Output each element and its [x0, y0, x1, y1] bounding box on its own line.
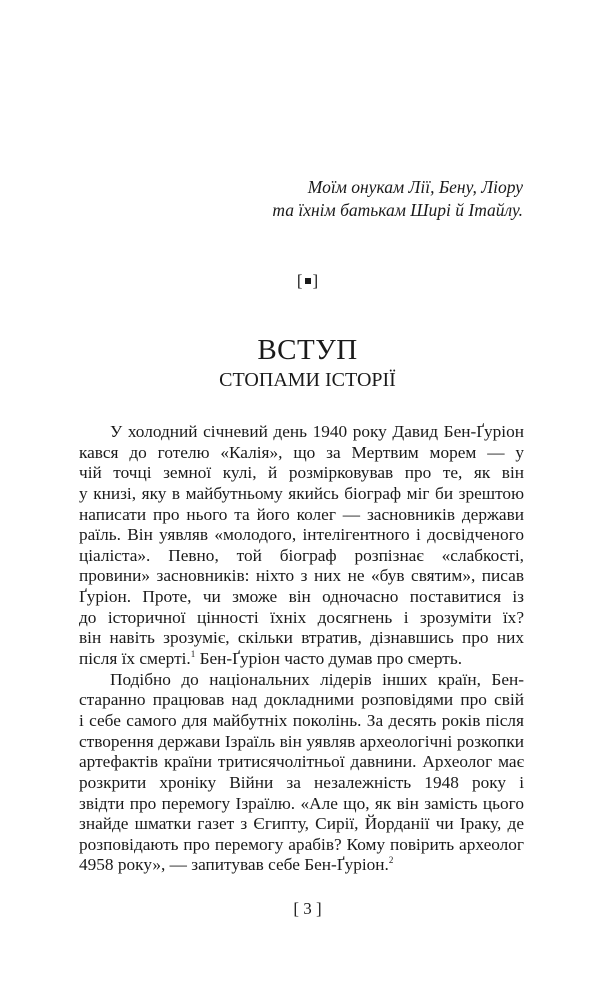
text-line: він навіть зрозуміє, скільки втратив, дізнавшись про них	[79, 628, 524, 648]
footnote-ref-2[interactable]: 2	[388, 855, 394, 866]
text-line: звідти про перемогу Ізраїлю. «Але що, як він замість цього	[79, 793, 524, 813]
text-line: кався до готелю «Калія», що за Мертвим морем — у	[79, 442, 524, 462]
text-line: написати про нього та його колег — засновників держави	[79, 504, 524, 524]
section-marker	[0, 271, 615, 291]
text-segment: Бен-Ґуріон часто думав про смерть.	[195, 649, 463, 669]
page-number: [ 3 ]	[293, 899, 322, 918]
text-segment: після їх смерті.	[79, 649, 191, 669]
text-line: раїль. Він уявляв «молодого, інтелігентного і досвідченого	[79, 525, 524, 545]
text-line: Ґуріон. Проте, чи зможе він одночасно поставитися із	[79, 587, 524, 607]
text-line: У холодний січневий день 1940 року Давид Бен-Ґуріон	[110, 422, 524, 441]
chapter-subtitle: СТОПАМИ ІСТОРІЇ	[219, 369, 396, 391]
text-line: провини» засновників: ніхто з них не «був святим», писав	[79, 566, 524, 586]
bracket-close: ]	[312, 271, 319, 290]
text-line: знайде шматки газет з Єгипту, Сирії, Йорданії чи Іраку, де	[79, 814, 524, 834]
text-line: розповідають про перемогу арабів? Кому повірить археолог	[79, 834, 524, 854]
paragraph-1	[79, 422, 524, 670]
dedication-line: та їхнім батькам Ширі й Ітайлу.	[272, 200, 523, 220]
dedication	[272, 176, 523, 222]
text-line: артефактів країни тритисячолітньої давнини. Археолог має	[79, 752, 524, 772]
text-line: Подібно до національних лідерів інших країн, Бен-	[110, 669, 524, 689]
text-line: до історичної цінності їхніх досягнень і зрозуміти їх?	[79, 607, 524, 627]
text-line	[79, 649, 524, 670]
bracket-open: [	[296, 271, 303, 290]
footnote-ref-1[interactable]: 1	[190, 649, 196, 660]
paragraph-2	[79, 670, 524, 876]
text-line	[79, 855, 524, 876]
text-line: створення держави Ізраїль він уявляв археологічні розкопки	[79, 731, 524, 751]
body-text	[79, 422, 524, 876]
dedication-line: Моїм онукам Лії, Бену, Ліору	[307, 177, 523, 197]
text-line: у книзі, яку в майбутньому якийсь біограф міг би зрештою	[79, 483, 524, 503]
square-icon	[305, 278, 311, 284]
text-line: ціаліста». Певно, той біограф розпізнає «слабкості,	[79, 545, 524, 565]
text-line: і себе самого для майбутніх поколінь. За десять років після	[79, 710, 524, 730]
text-line: старанно працював над докладними розповідями про свій	[79, 690, 524, 710]
text-line: розкрити хроніку Війни за незалежність 1948 року і	[79, 772, 524, 792]
chapter-title: ВСТУП	[257, 334, 358, 366]
text-segment: 4958 року», — запитував себе Бен-Ґуріон.	[79, 855, 389, 875]
text-line: чій точці земної кулі, й розмірковував про те, як він	[79, 463, 524, 483]
